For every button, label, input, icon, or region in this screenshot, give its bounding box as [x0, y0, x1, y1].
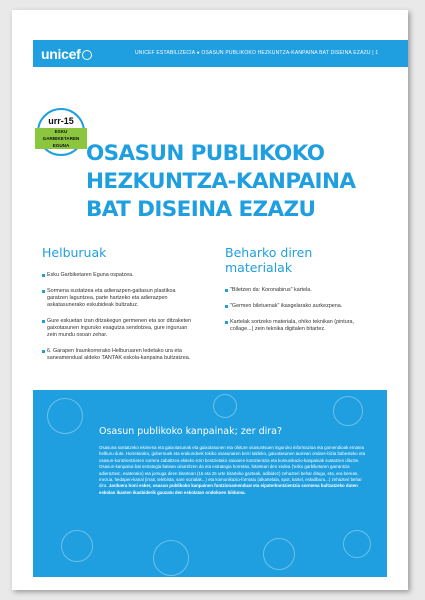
header-strip-text: UNICEF ESTABILIZECIA ● OSASUN PUBLIKOKO HEZKUNTZA-KANPAINA BAT DISEINA EZAZU | 1 [135, 50, 379, 56]
badge-line-2: GARBIKETAREN [42, 136, 80, 141]
badge-ribbon [35, 128, 87, 149]
virus-icon [263, 538, 295, 570]
title-line-3: BAT DISEINA EZAZU [86, 197, 316, 222]
title-line-1: OSASUN PUBLIKOKO [86, 141, 325, 166]
campaign-body [99, 445, 367, 496]
campaign-body-bold: Jarduera honi esker, osasun publikoko kanpainen funtzionamenduaI eta eipaterkontzientzia sormena bultzatzeko duten eskolan ikasten ikasbiderik gauzatu den eskolatan ondokoen bilduma. [99, 483, 358, 495]
list-item: 6. Garapen Iraunkorrerako Helburuaren ledetako ura eta saneamenduaI aldeko TANTAK eskola-kanpaina bultzatzea. [42, 348, 192, 362]
campaign-panel [33, 390, 387, 577]
badge-line-1: ESKU [54, 129, 68, 134]
virus-icon [47, 398, 83, 434]
badge-line-3: EGUNA [52, 143, 70, 148]
virus-icon [343, 530, 371, 558]
unicef-logo [41, 46, 92, 62]
campaign-heading: Osasun publikoko kanpainak; zer dira? [99, 426, 283, 437]
virus-icon [213, 394, 237, 418]
logo-text: unicef [41, 46, 81, 62]
date-badge [37, 108, 85, 156]
materials-list [225, 287, 375, 333]
globe-icon [82, 50, 92, 60]
list-item: Gure eskuetan izan ditzakegun germenen eta sor ditzaketen gaixotasunen inguruko esagutza sendotzea, gure inguruan zein mundu osoan zehar. [42, 318, 192, 339]
materials-section [225, 245, 375, 342]
objectives-list [42, 272, 192, 362]
list-item: "Biletzen da: Koronabirus" kartela. [225, 287, 375, 294]
title-line-2: HEZKUNTZA-KANPAINA [86, 169, 356, 194]
materials-heading: Beharko diren materialak [225, 245, 313, 275]
objectives-heading: Helburuak [42, 245, 107, 260]
list-item: Sormena sustatzea eta adierazpen-gaitasun plastikoa garatzen laguntzea, parte hartzeko eta adierazpen askatasunerako eskubideak bultzatuz. [42, 288, 192, 309]
list-item: Kartelak sortzeko materiala, ohiko teknikan (pintura, collage...) zein teknika digitalen bitartez. [225, 319, 375, 333]
virus-icon [61, 530, 93, 562]
virus-icon [333, 396, 363, 426]
virus-icon [153, 540, 189, 576]
list-item: "Germen biletuenak" ikasgelarako aurkezpena. [225, 303, 375, 310]
objectives-section [42, 245, 192, 371]
campaign-body-text: Osasuna sustatzeko ekimena eta gaixotasunak eta gaixotasunen eta ohiture osasuntsuen inguruko informazioa eta gomendioak ematea helburu dute. Horretarako, gobernuek eta erakundeek tokiko osasunaren berri taldeko, gaixotasunen aurrean ondare-bizia babesteko eta osasun-kontzientziaren sorrera zabaltzea ekiteko ezin bestzietako saioaren kontzientzia eta komunikazio-kanpainak sustatzen dituzte. Osasun-kanpaina bat estrategia batean oinarritzen da eta estrategia horretan, bitartean den xedea ('esku garbiketaren garrantzia adieraztea', esaterako) eta jomuga diren bitartean (15 eta 25 urte bitarteko gazteak, adibidez) zehazteri behar ditugu, eta, era berean, mezua, hedapen-kanal (irrati, telebista, sare sozialak...) eta komunikazio-formatu (alkartelala, spot, kartel, eskuliburu...) zehazteri behar dira. [99, 445, 366, 489]
badge-date: urr-15 [48, 116, 74, 126]
list-item: Esku Garbiketaren Eguna ospatzea. [42, 272, 192, 279]
document-page [12, 10, 408, 590]
page-title [86, 140, 396, 224]
header-strip [33, 40, 408, 67]
